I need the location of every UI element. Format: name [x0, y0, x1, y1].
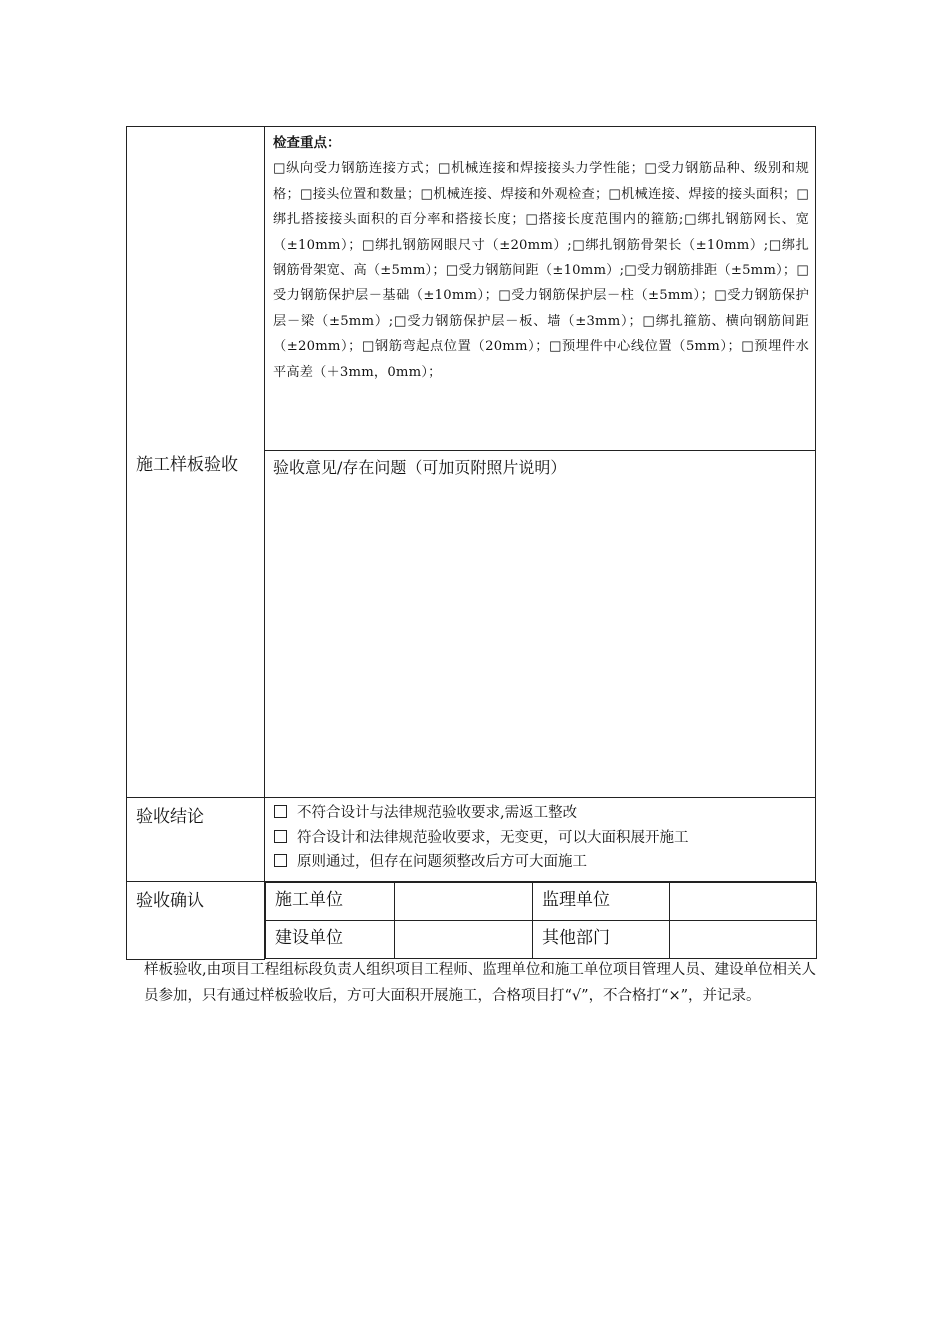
other-department-label: 其他部门	[533, 921, 670, 959]
footnote: 样板验收,由项目工程组标段负责人组织项目工程师、监理单位和施工单位项目管理人员、建设单位相关人员参加，只有通过样板验收后，方可大面积开展施工，合格项目打“√”，不合格打“×”，并记录。	[144, 962, 816, 1004]
supervision-unit-label: 监理单位	[533, 883, 670, 921]
conclusion-label: 验收结论	[127, 798, 265, 882]
construction-unit-label: 施工单位	[266, 883, 395, 921]
conclusion-option[interactable]: 不符合设计与法律规范验收要求,需返工整改	[274, 801, 809, 826]
inspection-focus-title: 检查重点：	[273, 135, 341, 151]
checkbox-icon[interactable]	[274, 830, 287, 843]
conclusion-options	[265, 798, 816, 882]
conclusion-option[interactable]: 原则通过，但存在问题须整改后方可大面施工	[274, 850, 809, 875]
checkbox-icon[interactable]	[274, 805, 287, 818]
construction-unit-signature[interactable]	[395, 883, 533, 921]
owner-unit-label: 建设单位	[266, 921, 395, 959]
checkbox-icon[interactable]	[274, 854, 287, 867]
opinion-label: 验收意见/存在问题（可加页附照片说明）	[273, 458, 567, 477]
owner-unit-signature[interactable]	[395, 921, 533, 959]
inspection-focus-items: □纵向受力钢筋连接方式；□机械连接和焊接接头力学性能；□受力钢筋品种、级别和规格；□接头位置和数量；□机械连接、焊接和外观检查；□机械连接、焊接的接头面积；□绑扎搭接接头面积的百分率和搭接长度；□搭接长度范围内的箍筋;□绑扎钢筋网长、宽（±10mm）；□绑扎钢筋网眼尺寸（±20mm）;□绑扎钢筋骨架长（±10mm）;□绑扎钢筋骨架宽、高（±5mm）；□受力钢筋间距（±10mm）;□受力钢筋排距（±5mm）；□受力钢筋保护层－基础（±10mm）；□受力钢筋保护层－柱（±5mm）；□受力钢筋保护层－梁（±5mm）;□受力钢筋保护层－板、墙（±3mm）；□绑扎箍筋、横向钢筋间距（±20mm）；□钢筋弯起点位置（20mm）；□预埋件中心线位置（5mm）；□预埋件水平高差（＋3mm，0mm）；	[273, 161, 809, 380]
confirmation-label: 验收确认	[127, 882, 265, 960]
confirmation-grid	[265, 882, 817, 959]
conclusion-option[interactable]: 符合设计和法律规范验收要求，无变更，可以大面积展开施工	[274, 826, 809, 851]
acceptance-form-table	[126, 126, 816, 960]
opinion-cell[interactable]	[265, 451, 816, 798]
other-department-signature[interactable]	[670, 921, 817, 959]
supervision-unit-signature[interactable]	[670, 883, 817, 921]
confirmation-grid-cell	[265, 882, 816, 960]
inspection-focus-cell	[265, 127, 816, 451]
sample-acceptance-label: 施工样板验收	[127, 127, 265, 798]
